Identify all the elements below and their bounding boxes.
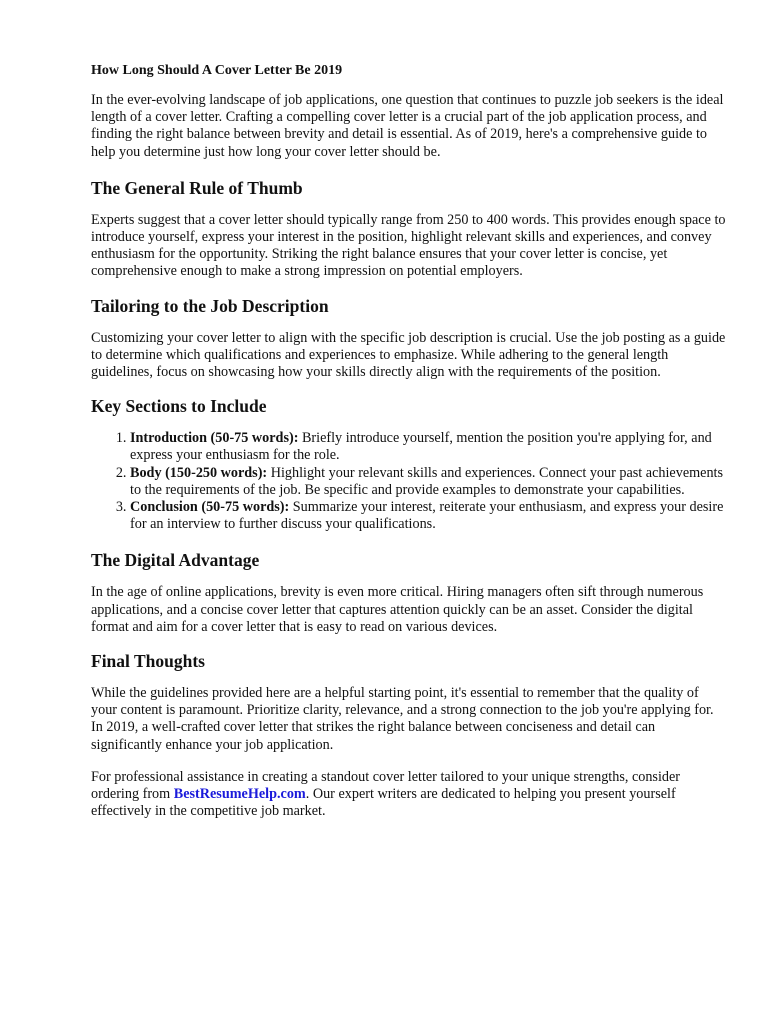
best-resume-help-link[interactable]: BestResumeHelp.com [173,786,306,803]
intro-paragraph: In the ever-evolving landscape of job applications, one question that continues to puzzle job seekers is the ideal length of a cover letter. Crafting a compelling cover letter is a crucial part of the job application process, and finding the right balance between brevity and detail is essential. As of 2019, here's a comprehensive guide to help you determine just how long your cover letter should be. [91,92,724,160]
document-title: How Long Should A Cover Letter Be 2019 [91,63,343,78]
paragraph-final-thoughts: While the guidelines provided here are a helpful starting point, it's essential to remember that the quality of your content is paramount. Prioritize clarity, relevance, and a strong connection to the job you're applying for. In 2019, a well-crafted cover letter that strikes the right balance between conciseness and detail can significantly enhance your job application. [91,685,714,753]
paragraph-general-rule: Experts suggest that a cover letter should typically range from 250 to 400 words. This provides enough space to introduce yourself, express your interest in the position, highlight relevant skills and experiences, and convey enthusiasm for the opportunity. Striking the right balance ensures that your cover letter is concise, yet comprehensive enough to make a strong impression on potential employers. [91,211,726,280]
list-item-text: Briefly introduce yourself, mention the position you're applying for, and express your enthusiasm for the role. [130,430,712,464]
list-item [130,499,728,533]
heading-tailoring: Tailoring to the Job Description [91,295,329,316]
closing-text-after: . Our expert writers are dedicated to helping you present yourself effectively in the competitive job market. [91,786,676,820]
list-item-text: Highlight your relevant skills and experiences. Connect your past achievements to the requirements of the job. Be specific and provide examples to demonstrate your capabilities. [130,464,723,498]
heading-key-sections: Key Sections to Include [91,396,267,417]
list-item-label: Introduction (50-75 words): [130,430,299,447]
closing-text-before: For professional assistance in creating a standout cover letter tailored to your unique strengths, consider ordering from [91,768,681,803]
list-item-label: Conclusion (50-75 words): [130,499,290,516]
list-item-label: Body (150-250 words): [130,464,268,481]
heading-final-thoughts: Final Thoughts [91,651,205,672]
paragraph-digital-advantage: In the age of online applications, brevity is even more critical. Hiring managers often sift through numerous applications, and a concise cover letter that captures attention quickly can be an asset. Consider the digital format and aim for a cover letter that is easy to read on various devices. [91,584,704,635]
paragraph-tailoring: Customizing your cover letter to align with the specific job description is crucial. Use the job posting as a guide to determine which qualifications and experiences to emphasize. While adhering to the general length guidelines, focus on showcasing how your skills directly align with the requirements of the position. [91,329,726,381]
heading-digital-advantage: The Digital Advantage [91,550,260,571]
list-item-text: Summarize your interest, reiterate your enthusiasm, and express your desire for an interview to further discuss your qualifications. [130,499,724,533]
heading-general-rule: The General Rule of Thumb [91,177,303,198]
list-item [130,430,728,464]
closing-paragraph [91,769,728,821]
list-item [130,465,728,499]
key-sections-list [91,430,728,533]
